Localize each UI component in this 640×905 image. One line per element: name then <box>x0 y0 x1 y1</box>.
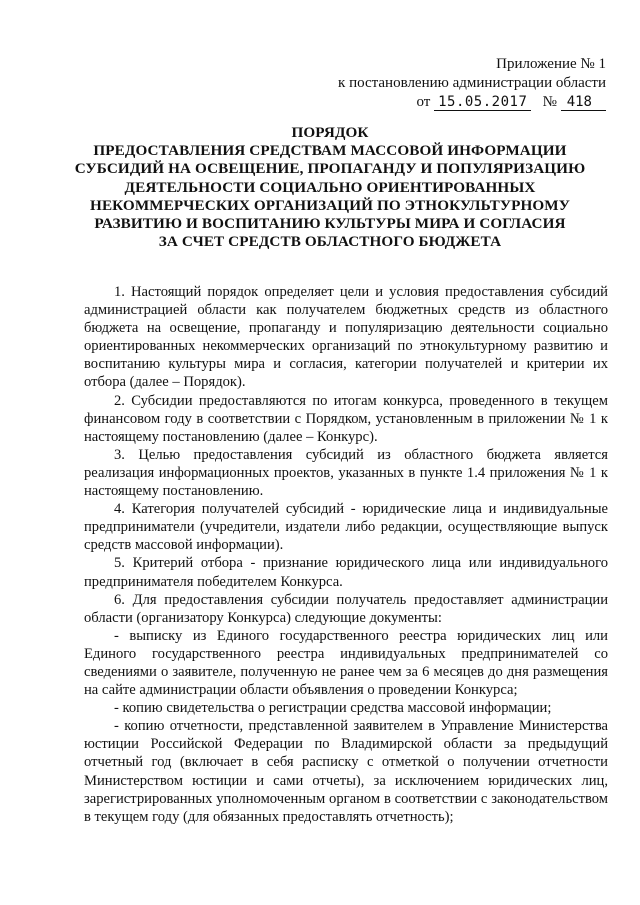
list-item-reporting-copy: - копию отчетности, представленной заявителем в Управление Министерства юстиции Российской Федерации по Владимирской области за предыдущий отчетный год (включает в себя расписку с отметкой о получении отчетности Министерством юстиции и сами отчеты), за исключением юридических лиц, зарегистрированных уполномоченным органом в соответствии с законодательством в текущем году (для обязанных предоставлять отчетность); <box>84 718 608 825</box>
title-line: РАЗВИТИЮ И ВОСПИТАНИЮ КУЛЬТУРЫ МИРА И СОГЛАСИЯ <box>94 215 566 233</box>
date-prefix: от <box>416 94 431 110</box>
document-body <box>84 283 608 826</box>
paragraph-6: 6. Для предоставления субсидии получатель предоставляет администрации области (организатору Конкурса) следующие документы: <box>84 591 608 626</box>
appendix-header <box>338 55 606 112</box>
appendix-label: Приложение № 1 <box>496 56 606 72</box>
paragraph-5: 5. Критерий отбора - признание юридического лица или индивидуального предпринимателя победителем Конкурса. <box>84 555 608 590</box>
title-line: ПОРЯДОК <box>291 124 369 141</box>
title-line: ДЕЯТЕЛЬНОСТИ СОЦИАЛЬНО ОРИЕНТИРОВАННЫХ <box>124 178 536 196</box>
title-line: НЕКОММЕРЧЕСКИХ ОРГАНИЗАЦИЙ ПО ЭТНОКУЛЬТУРНОМУ <box>90 196 570 214</box>
title-line: СУБСИДИЙ НА ОСВЕЩЕНИЕ, ПРОПАГАНДУ И ПОПУЛЯРИЗАЦИЮ <box>74 160 586 178</box>
title-line: ПРЕДОСТАВЛЕНИЯ СРЕДСТВАМ МАССОВОЙ ИНФОРМАЦИИ <box>93 142 567 160</box>
decree-date: 15.05.2017 <box>434 94 531 111</box>
title-line: ЗА СЧЕТ СРЕДСТВ ОБЛАСТНОГО БЮДЖЕТА <box>158 233 502 251</box>
appendix-decree-reference: к постановлению администрации области <box>338 75 606 91</box>
paragraph-4: 4. Категория получателей субсидий - юридические лица и индивидуальные предприниматели (учредители, издатели либо редакции, осуществляющие выпуск средств массовой информации). <box>84 501 608 554</box>
paragraph-2: 2. Субсидии предоставляются по итогам конкурса, проведенного в текущем финансовом году в соответствии с Порядком, установленным в приложении № 1 к настоящему постановлению (далее – Конкурс). <box>84 392 608 445</box>
document-title <box>70 124 590 251</box>
list-item-egrul-extract: - выписку из Единого государственного реестра юридических лиц или Единого государственного реестра индивидуальных предпринимателей со сведениями о заявителе, полученную не ранее чем за 6 месяцев до дня размещения на сайте администрации области объявления о проведении Конкурса; <box>84 627 608 699</box>
paragraph-3: 3. Целью предоставления субсидий из областного бюджета является реализация информационных проектов, указанных в пункте 1.4 приложения № 1 к настоящему постановлению. <box>84 446 608 500</box>
list-item-registration-certificate: - копию свидетельства о регистрации средства массовой информации; <box>114 700 552 717</box>
appendix-date-number <box>338 93 606 112</box>
number-prefix: № <box>542 94 557 110</box>
decree-number: 418 <box>561 94 606 111</box>
paragraph-1: 1. Настоящий порядок определяет цели и условия предоставления субсидий администрацией области как получателем бюджетных средств из областного бюджета на освещение, пропаганду и популяризацию деятельности социально ориентированных некоммерческих организаций по этнокультурному развитию и воспитанию культуры мира и согласия, категории получателей и критерии их отбора (далее – Порядок). <box>84 284 608 391</box>
